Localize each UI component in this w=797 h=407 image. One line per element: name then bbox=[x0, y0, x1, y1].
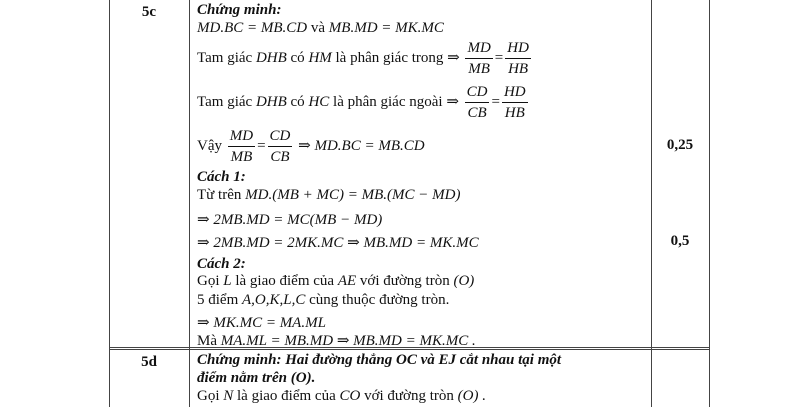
math-expression: MA.ML = MB.MD ⇒ MB.MD = MK.MC . bbox=[220, 333, 476, 349]
method1-line: ⇒ 2MB.MD = 2MK.MC ⇒ MB.MD = MK.MC bbox=[197, 235, 479, 251]
denominator: HB bbox=[508, 61, 529, 77]
text: Từ trên bbox=[197, 187, 242, 203]
fraction bbox=[465, 82, 490, 123]
math-expression: MD.(MB + MC) = MB.(MC − MD) bbox=[245, 187, 461, 203]
solution-5d-line bbox=[197, 388, 486, 405]
triangle-name: DHB bbox=[255, 49, 287, 66]
method2-line: ⇒ MK.MC = MA.ML bbox=[197, 315, 326, 331]
text: Tam giác bbox=[197, 93, 253, 110]
text: là phân giác ngoài ⇒ bbox=[333, 93, 459, 110]
method-heading: Cách 1: bbox=[197, 169, 246, 185]
numerator: HD bbox=[505, 38, 531, 59]
proof-heading-continued: điểm nằm trên (O). bbox=[197, 370, 316, 386]
text: 5 điểm bbox=[197, 292, 239, 308]
circle-name: (O) . bbox=[457, 388, 486, 404]
text: với đường tròn bbox=[364, 388, 454, 404]
column-divider bbox=[189, 0, 190, 407]
method1-line: ⇒ 2MB.MD = MC(MB − MD) bbox=[197, 212, 383, 228]
text: Tam giác bbox=[197, 49, 253, 66]
fraction bbox=[502, 82, 528, 123]
triangle-name: DHB bbox=[255, 93, 287, 110]
segment-name: CO bbox=[339, 388, 361, 404]
claim-b: MB.MD = MK.MC bbox=[328, 20, 444, 36]
fraction bbox=[228, 126, 255, 167]
question-number: 5c bbox=[141, 4, 157, 20]
numerator: CD bbox=[465, 82, 490, 103]
numerator: MD bbox=[465, 38, 492, 59]
text: là giao điểm của bbox=[237, 388, 336, 404]
equals-sign: = bbox=[494, 49, 504, 66]
bisector-outer-line bbox=[197, 82, 530, 123]
numerator: CD bbox=[268, 126, 293, 147]
claim-a: MD.BC = MB.CD bbox=[197, 20, 308, 36]
equals-sign: = bbox=[257, 137, 266, 154]
claim-line bbox=[197, 20, 444, 37]
segment-name: HM bbox=[308, 49, 332, 66]
point-name: L bbox=[223, 273, 232, 289]
segment-name: HC bbox=[308, 93, 330, 110]
text: Gọi bbox=[197, 388, 220, 404]
text: với đường tròn bbox=[359, 273, 450, 289]
text: là giao điểm của bbox=[235, 273, 335, 289]
conclusion-line bbox=[197, 126, 425, 167]
column-divider bbox=[651, 0, 652, 407]
method2-line bbox=[197, 273, 474, 290]
method-heading: Cách 2: bbox=[197, 256, 246, 272]
table-border-right bbox=[709, 0, 710, 407]
text: có bbox=[290, 49, 305, 66]
text: có bbox=[290, 93, 305, 110]
text: cùng thuộc đường tròn. bbox=[309, 292, 450, 308]
equals-sign: = bbox=[491, 93, 500, 110]
method1-line bbox=[197, 187, 460, 204]
table-border-left bbox=[109, 0, 110, 407]
proof-heading: Chứng minh: bbox=[197, 2, 282, 18]
point-name: N bbox=[223, 388, 234, 404]
text: Mà bbox=[197, 333, 217, 349]
method2-line bbox=[197, 292, 449, 309]
text: là phân giác trong ⇒ bbox=[335, 49, 460, 66]
fraction bbox=[505, 38, 531, 79]
method2-line bbox=[197, 331, 476, 350]
points-list: A,O,K,L,C bbox=[242, 292, 306, 308]
numerator: MD bbox=[228, 126, 255, 147]
question-number: 5d bbox=[141, 354, 157, 370]
denominator: MB bbox=[230, 149, 253, 165]
bisector-inner-line bbox=[197, 38, 533, 79]
circle-name: (O) bbox=[453, 273, 475, 289]
score: 0,25 bbox=[666, 137, 694, 153]
denominator: HB bbox=[504, 105, 525, 121]
fraction bbox=[268, 126, 293, 167]
proof-heading: Chứng minh: Hai đường thẳng OC và EJ cắt nhau tại một bbox=[197, 352, 562, 368]
denominator: CB bbox=[467, 105, 487, 121]
text: Gọi bbox=[197, 273, 220, 289]
claim-join: và bbox=[310, 20, 326, 36]
math-expression: ⇒ MD.BC = MB.CD bbox=[298, 137, 425, 154]
fraction bbox=[465, 38, 492, 79]
denominator: MB bbox=[468, 61, 490, 77]
numerator: HD bbox=[502, 82, 528, 103]
text: Vậy bbox=[197, 137, 222, 154]
score: 0,5 bbox=[670, 233, 690, 249]
segment-name: AE bbox=[337, 273, 357, 289]
denominator: CB bbox=[270, 149, 290, 165]
